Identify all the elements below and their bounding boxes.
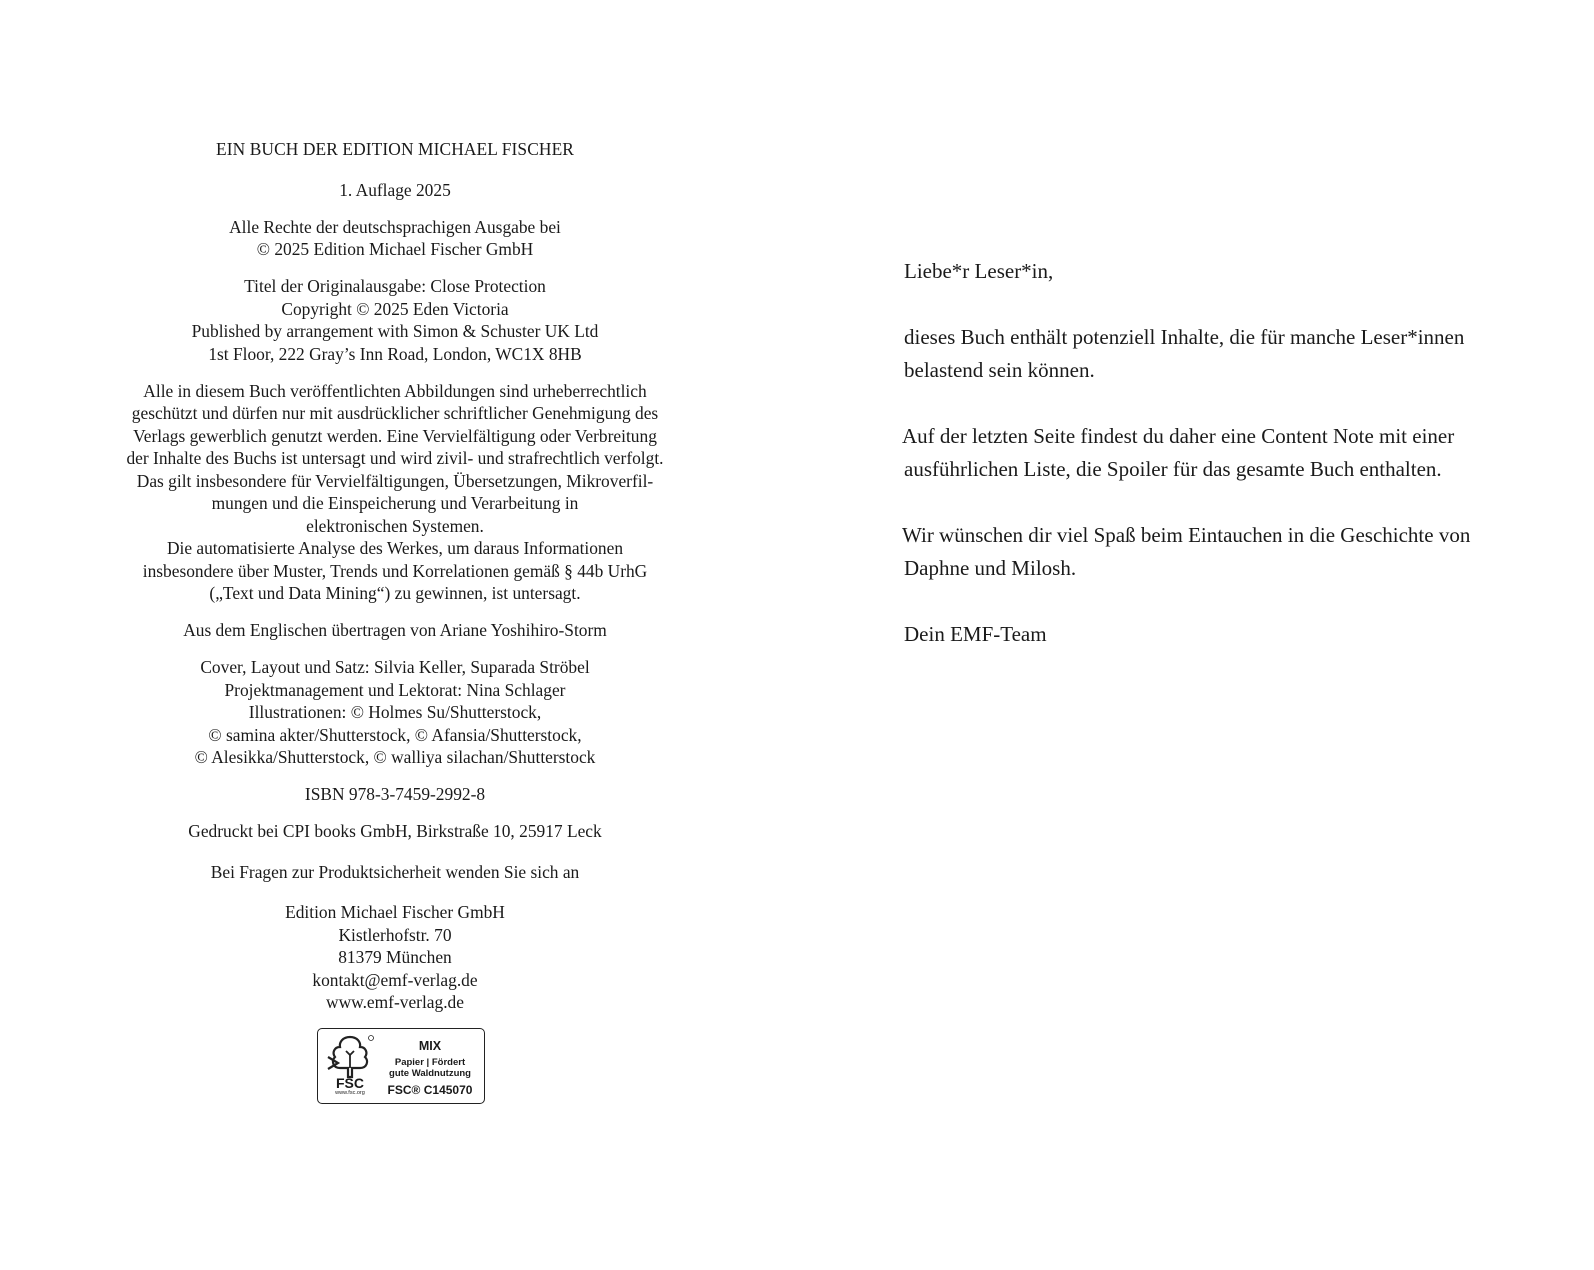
legal-line: Alle in diesem Buch veröffentlichten Abbildungen sind urheberrechtlich	[143, 380, 647, 401]
credits-line: Illustrationen: © Holmes Su/Shutterstock,	[248, 702, 542, 722]
original-line: Copyright © 2025 Eden Victoria	[281, 298, 509, 319]
fsc-tree-icon	[324, 1033, 376, 1079]
credits-block	[80, 656, 710, 769]
original-edition-block	[80, 275, 710, 365]
credits-line: © Alesikka/Shutterstock, © walliya silachan/Shutterstock	[194, 747, 596, 767]
printer-block	[80, 820, 710, 843]
wishes-paragraph	[904, 519, 1544, 585]
legal-line: Das gilt insbesondere für Vervielfältigungen, Übersetzungen, Mikroverfil-	[136, 470, 654, 491]
legal-line: insbesondere über Muster, Trends und Korrelationen gemäß § 44b UrhG	[142, 560, 648, 581]
credits-line: © samina akter/Shutterstock, © Afansia/Shutterstock,	[208, 724, 582, 745]
fsc-code: FSC® C145070	[387, 1083, 473, 1097]
original-line: Titel der Originalausgabe: Close Protection	[244, 276, 546, 296]
rights-line: Alle Rechte der deutschsprachigen Ausgabe bei	[229, 216, 561, 237]
reader-note-page	[904, 255, 1544, 684]
safety-note-block	[80, 861, 710, 884]
credits-line: Cover, Layout und Satz: Silvia Keller, Suparada Ströbel	[200, 657, 590, 677]
contact-line: Edition Michael Fischer GmbH	[285, 902, 505, 922]
paragraph-line: Daphne und Milosh.	[904, 556, 1077, 580]
fsc-mix: MIX	[418, 1039, 442, 1053]
original-line: 1st Floor, 222 Gray’s Inn Road, London, WC1X 8HB	[208, 343, 582, 364]
salutation	[904, 255, 1544, 288]
contact-line: Kistlerhofstr. 70	[338, 924, 452, 945]
signoff-line: Dein EMF-Team	[904, 622, 1047, 646]
contact-block	[80, 901, 710, 1014]
printer-line: Gedruckt bei CPI books GmbH, Birkstraße 10, 25917 Leck	[188, 821, 602, 841]
legal-line: geschützt und dürfen nur mit ausdrücklicher schriftlicher Genehmigung des	[131, 403, 659, 423]
publisher-heading-block	[80, 138, 710, 161]
paragraph-line: dieses Buch enthält potenziell Inhalte, die für manche Leser*innen	[904, 325, 1465, 349]
content-warning-paragraph	[904, 321, 1544, 387]
paragraph-line: belastend sein können.	[904, 358, 1095, 382]
fsc-desc-line: Papier | Fördert	[394, 1057, 466, 1068]
safety-note-line: Bei Fragen zur Produktsicherheit wenden Sie sich an	[210, 861, 580, 882]
contact-email: kontakt@emf-verlag.de	[312, 969, 478, 990]
fsc-brand: FSC	[336, 1075, 364, 1091]
legal-line: („Text und Data Mining“) zu gewinnen, ist untersagt.	[209, 583, 581, 603]
legal-line: der Inhalte des Buchs ist untersagt und wird zivil- und strafrechtlich verfolgt.	[126, 448, 664, 468]
publisher-heading: EIN BUCH DER EDITION MICHAEL FISCHER	[215, 139, 574, 159]
content-note-paragraph	[904, 420, 1544, 486]
fsc-desc-line: gute Waldnutzung	[389, 1068, 471, 1079]
isbn-line: ISBN 978-3-7459-2992-8	[304, 784, 486, 804]
imprint-page	[80, 138, 710, 1104]
legal-line: Verlags gewerblich genutzt werden. Eine Vervielfältigung oder Verbreitung	[133, 425, 657, 446]
contact-website: www.emf-verlag.de	[326, 992, 464, 1012]
legal-line: mungen und die Einspeicherung und Verarbeitung in	[211, 493, 579, 513]
fsc-url: www.fsc.org	[335, 1090, 365, 1096]
legal-notice-block	[80, 380, 710, 605]
rights-block	[80, 216, 710, 261]
edition-block	[80, 179, 710, 202]
translation-line: Aus dem Englischen übertragen von Ariane Yoshihiro-Storm	[183, 620, 607, 640]
paragraph-line: Wir wünschen dir viel Spaß beim Eintauchen in die Geschichte von	[902, 523, 1471, 547]
salutation-line: Liebe*r Leser*in,	[904, 259, 1054, 283]
paragraph-line: ausführlichen Liste, die Spoiler für das gesamte Buch enthalten.	[904, 457, 1442, 481]
legal-line: elektronischen Systemen.	[306, 515, 484, 536]
fsc-logo	[317, 1028, 485, 1104]
paragraph-line: Auf der letzten Seite findest du daher eine Content Note mit einer	[902, 424, 1455, 448]
rights-line: © 2025 Edition Michael Fischer GmbH	[256, 239, 534, 259]
contact-line: 81379 München	[338, 947, 452, 967]
credits-line: Projektmanagement und Lektorat: Nina Schlager	[224, 679, 566, 700]
signoff	[904, 618, 1544, 651]
original-line: Published by arrangement with Simon & Schuster UK Ltd	[191, 321, 599, 341]
isbn-block	[80, 783, 710, 806]
edition-line: 1. Auflage 2025	[339, 179, 451, 200]
legal-line: Die automatisierte Analyse des Werkes, um daraus Informationen	[166, 538, 624, 558]
translation-block	[80, 619, 710, 642]
fsc-label	[378, 1039, 482, 1097]
